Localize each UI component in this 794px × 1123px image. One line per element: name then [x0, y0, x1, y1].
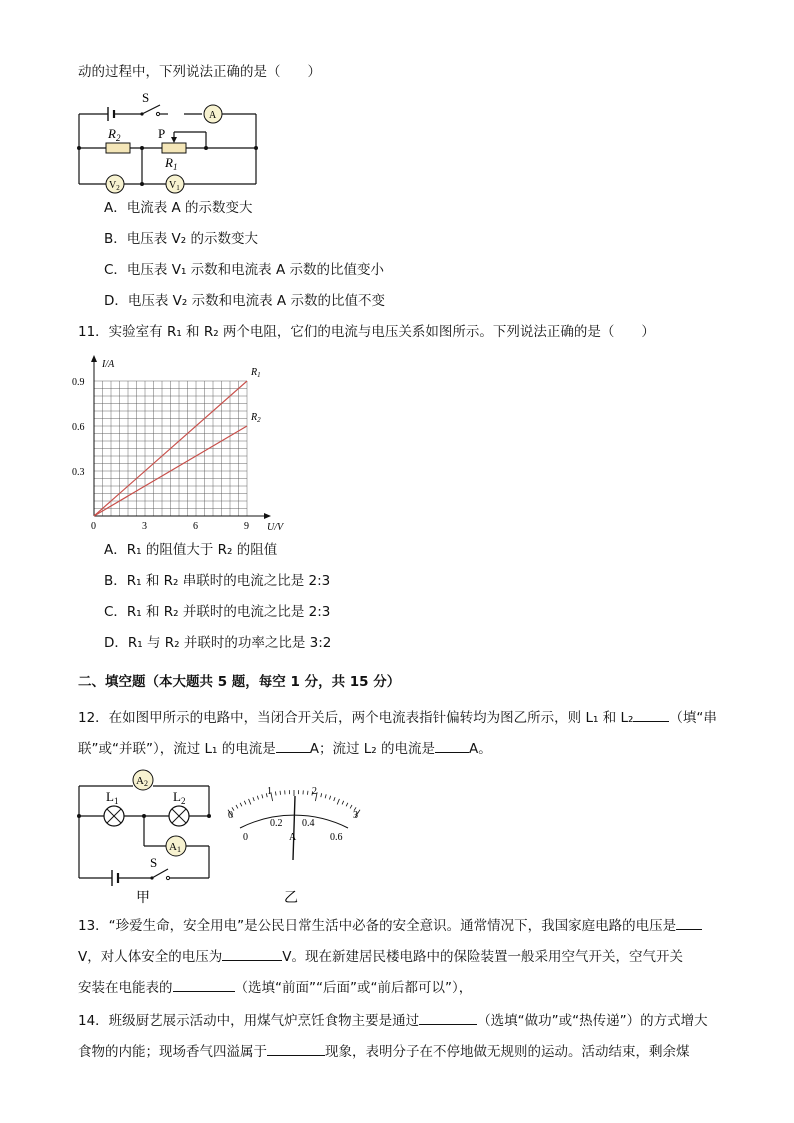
q12-line1: 12．在如图甲所示的电路中，当闭合开关后，两个电流表指针偏转均为图乙所示，则 L₁ 和 L₂ （填“串	[78, 707, 717, 728]
x-tick-label: 9	[244, 521, 249, 532]
q14-blank-1[interactable]	[419, 1010, 477, 1025]
q12-blank-3[interactable]	[435, 738, 469, 753]
q11-option-b: B．R₁ 和 R₂ 串联时的电流之比是 2:3	[104, 573, 331, 589]
svg-text:V1: $V_1$	[169, 180, 180, 192]
dial-pointer	[293, 796, 295, 860]
dial-tick	[342, 801, 344, 805]
q12-switch-label: S	[150, 855, 158, 870]
dial-tick	[257, 796, 258, 800]
q10-option-d: D．电压表 V₂ 示数和电流表 A 示数的比值不变	[104, 293, 385, 309]
svg-text:0.6: 0.6	[330, 832, 343, 843]
section-heading: 二、填空题（本大题共 5 题，每空 1 分，共 15 分）	[78, 674, 401, 690]
x-axis-arrow-icon	[264, 513, 271, 519]
q10-stem-tail: 动的过程中，下列说法正确的是（ ）	[78, 64, 321, 80]
dial-tick	[236, 805, 238, 809]
dial-tick	[253, 797, 254, 801]
series-label-r1: $R_1$	[251, 367, 261, 379]
lamp-l2-icon	[169, 806, 189, 826]
q14-line1: 14．班级厨艺展示活动中，用煤气炉烹饪食物主要是通过 （选填“做功”或“热传递”）的方式增大	[78, 1010, 708, 1031]
dial-tick	[262, 794, 263, 798]
svg-text:L1: $L_1$	[106, 789, 119, 806]
q10-switch-label: S	[142, 90, 150, 105]
svg-text:L2: $L_2$	[173, 789, 186, 806]
q13-line1: 13．“珍爱生命，安全用电”是公民日常生活中必备的安全意识。通常情况下，我国家庭电路的电压是	[78, 915, 702, 936]
q13-blank-3[interactable]	[173, 977, 235, 992]
q10-ammeter-label: A	[209, 110, 217, 121]
svg-text:V2: $V_2$	[109, 180, 120, 192]
dial-tick	[275, 791, 276, 795]
svg-text:1: 1	[267, 786, 272, 797]
dial-tick	[337, 799, 339, 805]
svg-text:A2: A2	[136, 775, 148, 788]
svg-text:0.2: 0.2	[270, 818, 283, 829]
svg-text:R2: $R_2$	[108, 126, 121, 143]
svg-text:3: 3	[353, 810, 358, 821]
q12-line2: 联”或“并联”），流过 L₁ 的电流是 A；流过 L₂ 的电流是 A。	[78, 738, 492, 759]
svg-text:0: 0	[243, 832, 248, 843]
q12-ammeter-dial-yi	[222, 780, 372, 906]
dial-tick	[346, 803, 348, 807]
q10-option-c: C．电压表 V₁ 示数和电流表 A 示数的比值变小	[104, 262, 384, 278]
dial-tick	[244, 801, 246, 805]
q14-line2: 食物的内能；现场香气四溢属于 现象，表明分子在不停地做无规则的运动。活动结束，剩余煤	[78, 1041, 690, 1062]
y-tick-label: 0.6	[72, 422, 85, 433]
svg-text:0: 0	[228, 810, 233, 821]
x-axis-label: U/V	[267, 522, 284, 533]
q12-circuit-jia	[70, 766, 220, 906]
dial-tick	[334, 797, 335, 801]
x-tick-label: 3	[142, 521, 147, 532]
svg-text:A: A	[289, 832, 297, 843]
q11-option-d: D．R₁ 与 R₂ 并联时的功率之比是 3:2	[104, 635, 332, 651]
q10-option-b: B．电压表 V₂ 的示数变大	[104, 231, 258, 247]
dial-tick	[350, 805, 352, 809]
x-tick-label: 6	[193, 521, 198, 532]
svg-text:A1: A1	[169, 841, 181, 854]
q13-blank-2[interactable]	[222, 946, 282, 961]
dial-tick	[321, 793, 322, 797]
lamp-l1-icon	[104, 806, 124, 826]
y-tick-label: 0.9	[72, 377, 85, 388]
q13-line3: 安装在电能表的 （选填“前面”“后面”或“前后都可以”），	[78, 977, 472, 998]
dial-tick	[325, 794, 326, 798]
q12-caption-yi: 乙	[284, 890, 298, 906]
q11-option-a: A．R₁ 的阻值大于 R₂ 的阻值	[104, 542, 278, 558]
series-label-r2: $R_2$	[251, 412, 261, 424]
dial-tick	[329, 796, 330, 800]
q10-circuit-diagram	[70, 86, 270, 194]
q13-blank-1[interactable]	[676, 915, 702, 930]
q12-blank-1[interactable]	[633, 707, 669, 722]
q14-blank-2[interactable]	[267, 1041, 325, 1056]
dial-tick	[249, 799, 251, 805]
svg-text:0.4: 0.4	[302, 818, 315, 829]
q10-option-a: A．电流表 A 的示数变大	[104, 200, 253, 216]
dial-tick	[240, 803, 242, 807]
q12-blank-2[interactable]	[276, 738, 310, 753]
y-axis-arrow-icon	[91, 355, 97, 362]
x-tick-label: 0	[91, 521, 96, 532]
y-tick-label: 0.3	[72, 467, 85, 478]
y-axis-label: I/A	[102, 359, 115, 370]
q13-line2: V，对人体安全的电压为 V。现在新建居民楼电路中的保险装置一般采用空气开关，空气开关	[78, 946, 683, 967]
svg-text:R1: $R_1$	[165, 155, 178, 172]
iu-chart	[70, 346, 300, 534]
svg-text:2: 2	[312, 786, 317, 797]
q11-option-c: C．R₁ 和 R₂ 并联时的电流之比是 2:3	[104, 604, 331, 620]
q12-caption-jia: 甲	[136, 890, 150, 906]
q11-stem: 11．实验室有 R₁ 和 R₂ 两个电阻，它们的电流与电压关系如图所示。下列说法正确的是（ ）	[78, 324, 655, 340]
svg-text:P: P	[158, 126, 166, 141]
